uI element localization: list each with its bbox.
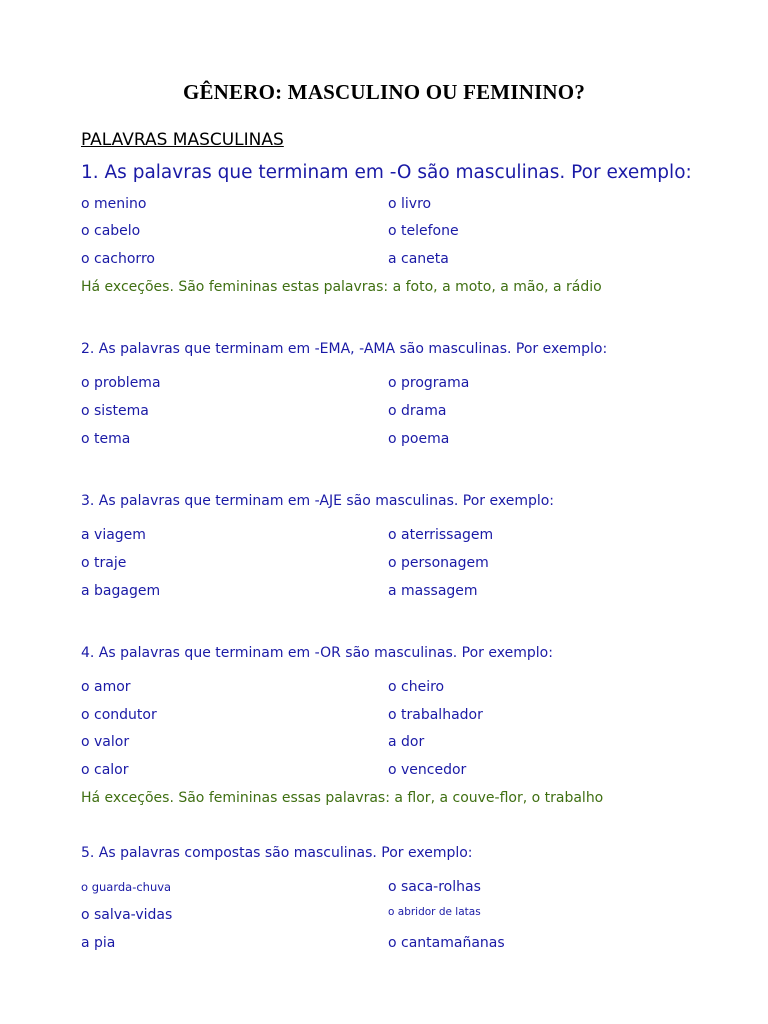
word-left: o tema [81,431,131,447]
word-left: o amor [81,679,131,695]
word-left: o traje [81,555,127,571]
word-right: o programa [388,375,470,391]
word-right: o abridor de latas [388,906,481,918]
word-right: a massagem [388,583,478,599]
word-left: o salva-vidas [81,907,173,923]
word-right: o trabalhador [388,707,483,723]
word-right: o livro [388,196,432,212]
rule-3-heading: 3. As palavras que terminam em -AJE são masculinas. Por exemplo: [81,493,555,509]
word-left: o condutor [81,707,157,723]
rule-2-heading: 2. As palavras que terminam em -EMA, -AMA são masculinas. Por exemplo: [81,341,608,357]
word-right: a dor [388,734,425,750]
word-right: o saca-rolhas [388,879,481,895]
word-left: a viagem [81,527,146,543]
word-right: a caneta [388,251,449,267]
word-left: o cabelo [81,223,141,239]
word-left: o problema [81,375,161,391]
word-left: o valor [81,734,130,750]
word-left: o cachorro [81,251,155,267]
rule-1-heading: 1. As palavras que terminam em -O são masculinas. Por exemplo: [81,162,692,183]
section-heading: PALAVRAS MASCULINAS [81,130,284,150]
exception-note: Há exceções. São femininas essas palavras: a flor, a couve-flor, o trabalho [81,790,604,806]
page-title: GÊNERO: MASCULINO OU FEMININO? [182,80,586,104]
word-right: o vencedor [388,762,467,778]
rule-4-heading: 4. As palavras que terminam em -OR são masculinas. Por exemplo: [81,645,553,661]
rule-5-heading: 5. As palavras compostas são masculinas. Por exemplo: [81,845,473,861]
word-left: o guarda-chuva [81,880,172,894]
word-right: o cantamañanas [388,935,505,951]
word-left: a bagagem [81,583,161,599]
word-left: o calor [81,762,129,778]
word-left: o menino [81,196,147,212]
word-right: o personagem [388,555,489,571]
word-right: o cheiro [388,679,445,695]
word-right: o aterrissagem [388,527,494,543]
word-left: o sistema [81,403,149,419]
exception-note: Há exceções. São femininas estas palavras: a foto, a moto, a mão, a rádio [81,279,602,295]
word-left: a pia [81,935,116,951]
word-right: o drama [388,403,447,419]
word-right: o poema [388,431,450,447]
word-right: o telefone [388,223,459,239]
